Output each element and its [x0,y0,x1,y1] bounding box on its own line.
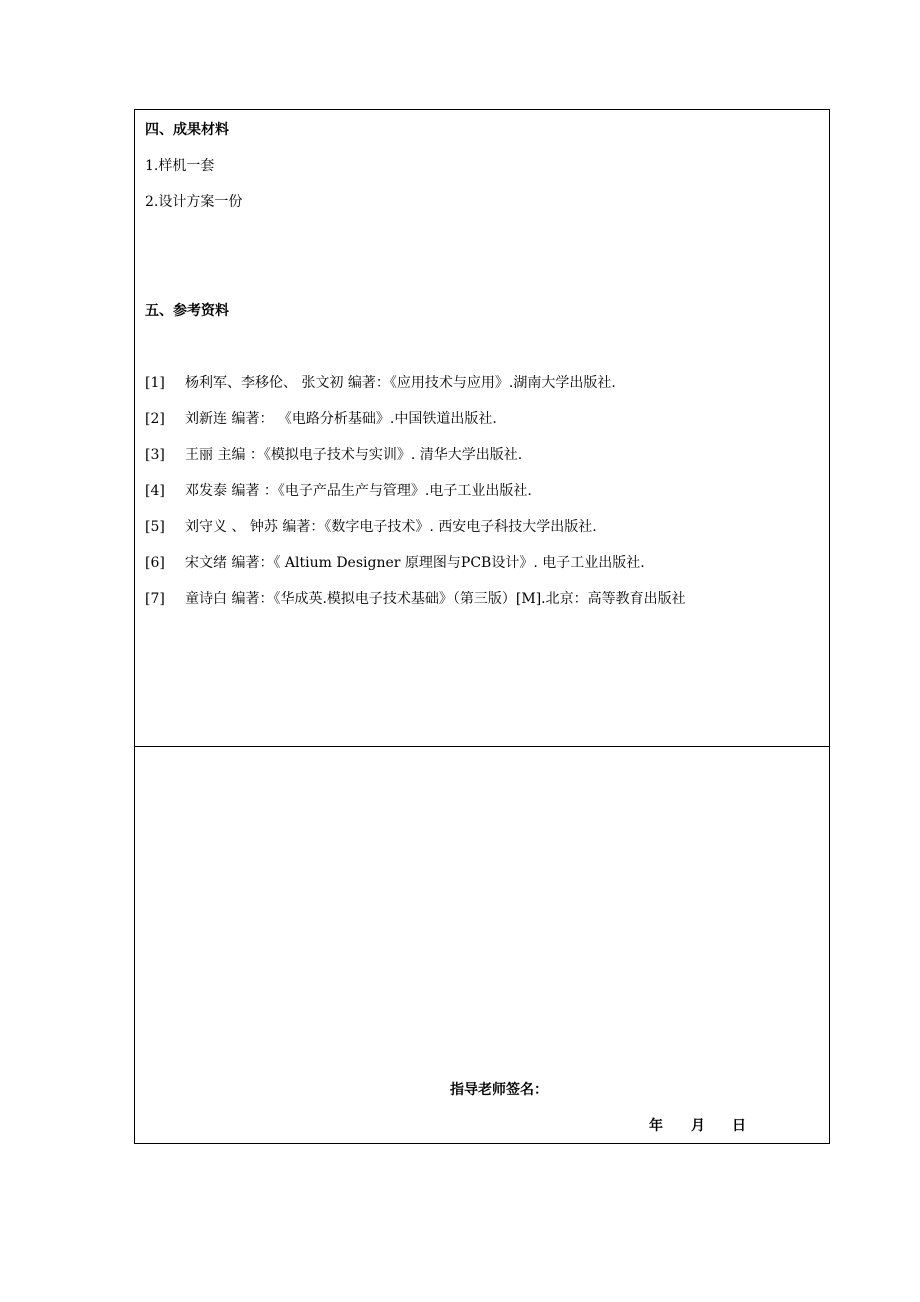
reference-item [145,374,616,392]
reference-text: 刘守义 、 钟苏 编著：《数字电子技术》. 西安电子科技大学出版社. [185,519,597,535]
reference-item [145,590,686,608]
reference-item [145,518,597,536]
reference-text: 王丽 主编 ：《模拟电子技术与实训》. 清华大学出版社. [185,447,523,463]
date-day-label: 日 [732,1118,746,1134]
date-month-label: 月 [691,1118,705,1134]
reference-text: 杨利军、李移伦、 张文初 编著：《应用技术与应用》.湖南大学出版社. [185,375,616,391]
reference-number: [2] [145,411,165,427]
deliverable-item: 1.样机一套 [145,158,215,174]
reference-number: [7] [145,591,165,607]
reference-item [145,446,522,464]
signature-cell [135,747,829,1143]
form-table [134,109,830,1144]
advisor-signature-label: 指导老师签名： [450,1082,548,1098]
reference-item [145,482,532,500]
reference-number: [6] [145,555,165,571]
section-5-heading: 五、参考资料 [145,303,229,319]
reference-number: [5] [145,519,165,535]
date-year-label: 年 [649,1118,663,1134]
reference-text: 邓发泰 编著 ：《电子产品生产与管理》.电子工业出版社. [185,483,532,499]
reference-item [145,554,645,572]
reference-text: 宋文绪 编著：《 Altium Designer 原理图与PCB设计》. 电子工业出版社. [185,555,645,571]
reference-item [145,410,497,428]
reference-number: [3] [145,447,165,463]
reference-number: [1] [145,375,165,391]
deliverable-item: 2.设计方案一份 [145,194,243,210]
reference-text: 童诗白 编著：《华成英.模拟电子技术基础》（第三版）[M].北京：高等教育出版社 [185,591,686,607]
reference-text: 刘新连 编著： 《电路分析基础》.中国铁道出版社. [185,411,497,427]
reference-number: [4] [145,483,165,499]
content-cell [135,110,829,747]
section-4-heading: 四、成果材料 [145,122,229,138]
